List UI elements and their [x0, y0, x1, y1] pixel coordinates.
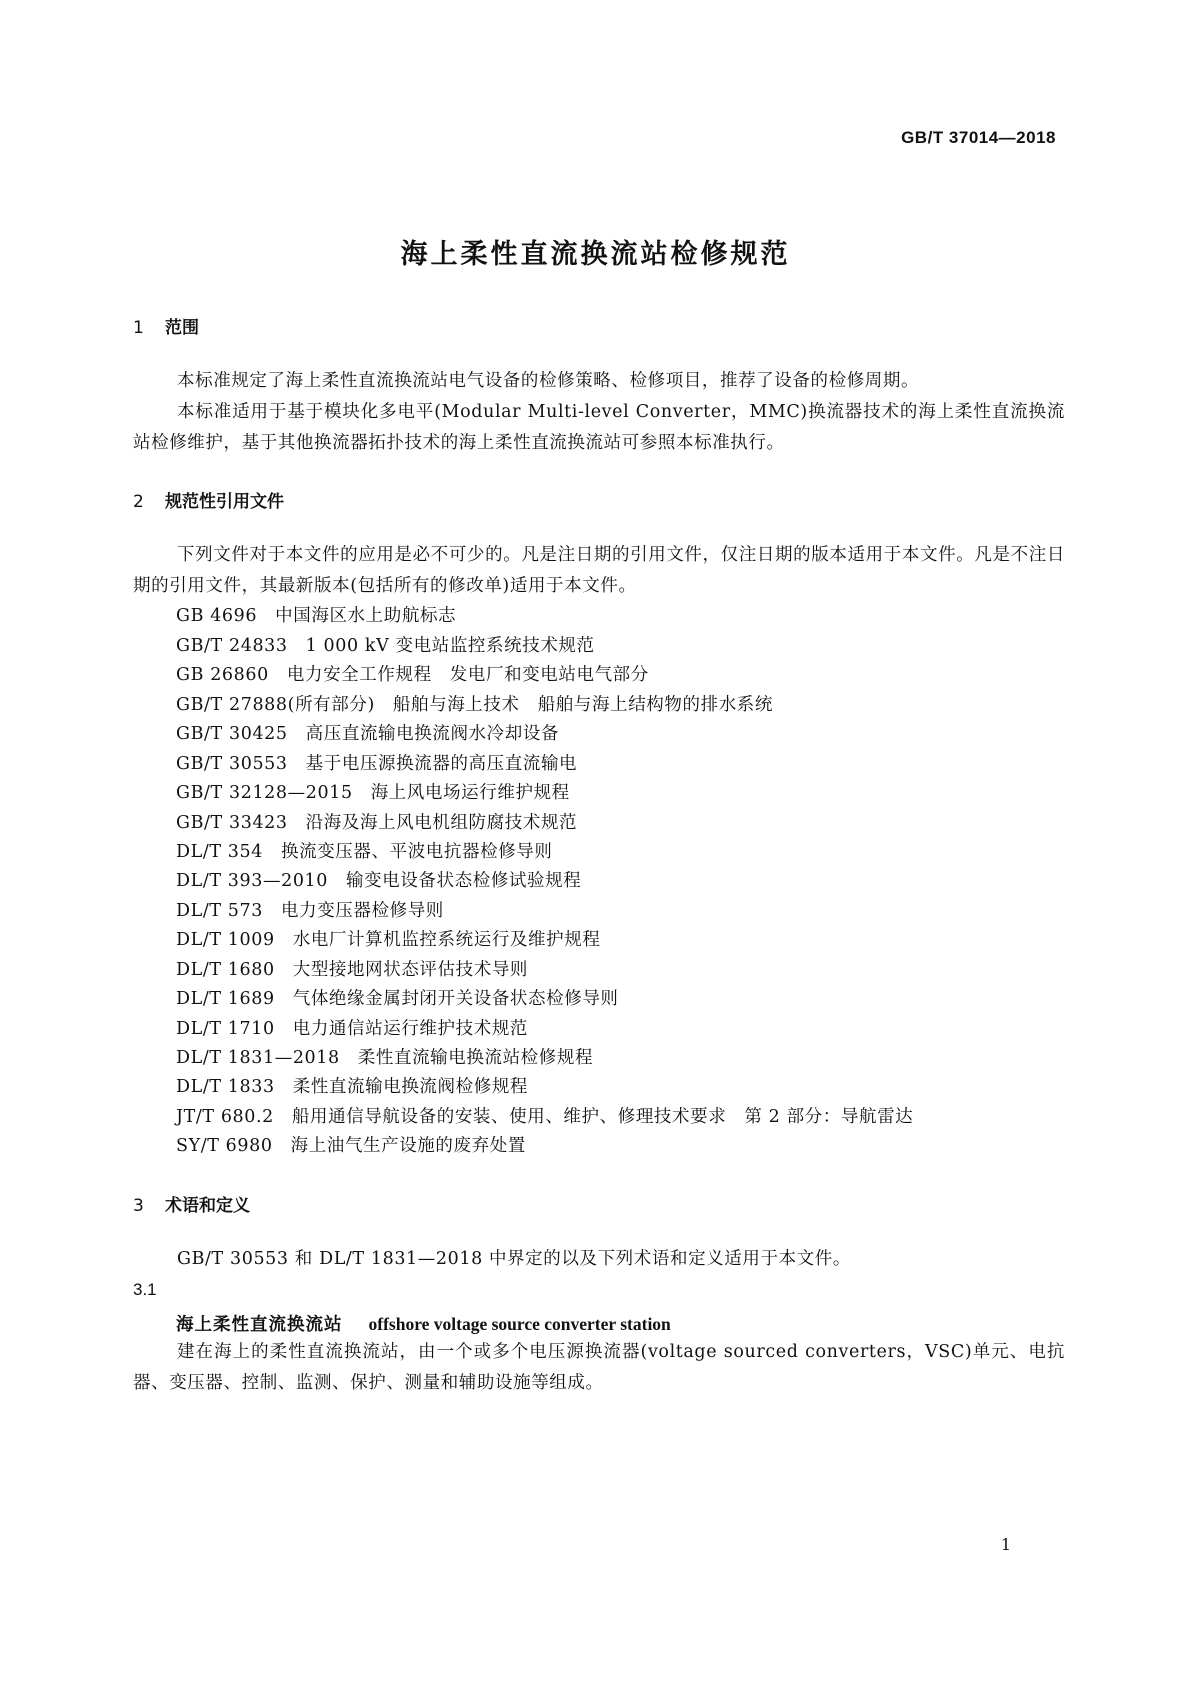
reference-item: DL/T 1831—2018 柔性直流输电换流站检修规程	[176, 1048, 594, 1068]
reference-item: DL/T 1710 电力通信站运行维护技术规范	[176, 1019, 529, 1039]
reference-item: DL/T 1833 柔性直流输电换流阀检修规程	[176, 1077, 529, 1097]
reference-item: GB 26860 电力安全工作规程 发电厂和变电站电气部分	[176, 665, 649, 685]
section-number: 1	[133, 318, 144, 338]
section-2-heading	[133, 487, 284, 512]
section-1-heading	[133, 313, 199, 338]
reference-item: JT/T 680.2 船用通信导航设备的安装、使用、维护、修理技术要求 第 2 部分：导航雷达	[176, 1107, 914, 1127]
reference-item: GB/T 30425 高压直流输电换流阀水冷却设备	[176, 724, 560, 744]
section-title: 规范性引用文件	[165, 492, 284, 512]
page-number: 1	[1000, 1535, 1011, 1554]
section-number: 2	[133, 492, 144, 512]
term-chinese: 海上柔性直流换流站	[176, 1315, 343, 1335]
document-title: 海上柔性直流换流站检修规范	[400, 239, 791, 270]
scope-paragraph-1: 本标准规定了海上柔性直流换流站电气设备的检修策略、检修项目，推荐了设备的检修周期。	[177, 371, 920, 391]
standard-code: GB/T 37014—2018	[901, 128, 1056, 147]
reference-item: GB/T 27888(所有部分) 船舶与海上技术 船舶与海上结构物的排水系统	[176, 695, 774, 715]
section-3-heading	[133, 1191, 250, 1216]
reference-item: DL/T 354 换流变压器、平波电抗器检修导则	[176, 842, 553, 862]
reference-item: DL/T 1009 水电厂计算机监控系统运行及维护规程	[176, 930, 601, 950]
term-english: offshore voltage source converter station	[368, 1314, 671, 1334]
reference-item: DL/T 393—2010 输变电设备状态检修试验规程	[176, 871, 582, 891]
reference-item: SY/T 6980 海上油气生产设施的废弃处置	[176, 1136, 526, 1156]
reference-item: DL/T 1680 大型接地网状态评估技术导则	[176, 960, 529, 980]
reference-item: GB/T 24833 1 000 kV 变电站监控系统技术规范	[176, 636, 595, 656]
reference-item: DL/T 1689 气体绝缘金属封闭开关设备状态检修导则	[176, 989, 619, 1009]
section-title: 术语和定义	[165, 1196, 250, 1216]
terms-intro: GB/T 30553 和 DL/T 1831—2018 中界定的以及下列术语和定义适用于本文件。	[177, 1249, 851, 1269]
term-definition: 建在海上的柔性直流换流站，由一个或多个电压源换流器(voltage sourced converters，VSC)单元、电抗器、变压器、控制、监测、保护、测量和辅助设施等组成。	[133, 1342, 1065, 1393]
section-title: 范围	[165, 318, 199, 338]
normative-intro: 下列文件对于本文件的应用是必不可少的。凡是注日期的引用文件，仅注日期的版本适用于本文件。凡是不注日期的引用文件，其最新版本(包括所有的修改单)适用于本文件。	[133, 545, 1065, 596]
clause-number: 3.1	[133, 1280, 157, 1299]
reference-item: GB 4696 中国海区水上助航标志	[176, 606, 457, 626]
scope-paragraph-2: 本标准适用于基于模块化多电平(Modular Multi-level Converter，MMC)换流器技术的海上柔性直流换流站检修维护，基于其他换流器拓扑技术的海上柔性直流换流站可参照本标准执行。	[133, 402, 1065, 453]
reference-item: GB/T 33423 沿海及海上风电机组防腐技术规范	[176, 813, 578, 833]
reference-item: GB/T 30553 基于电压源换流器的高压直流输电	[176, 754, 578, 774]
term-entry	[176, 1311, 671, 1336]
section-number: 3	[133, 1196, 144, 1216]
reference-item: GB/T 32128—2015 海上风电场运行维护规程	[176, 783, 570, 803]
reference-item: DL/T 573 电力变压器检修导则	[176, 901, 444, 921]
